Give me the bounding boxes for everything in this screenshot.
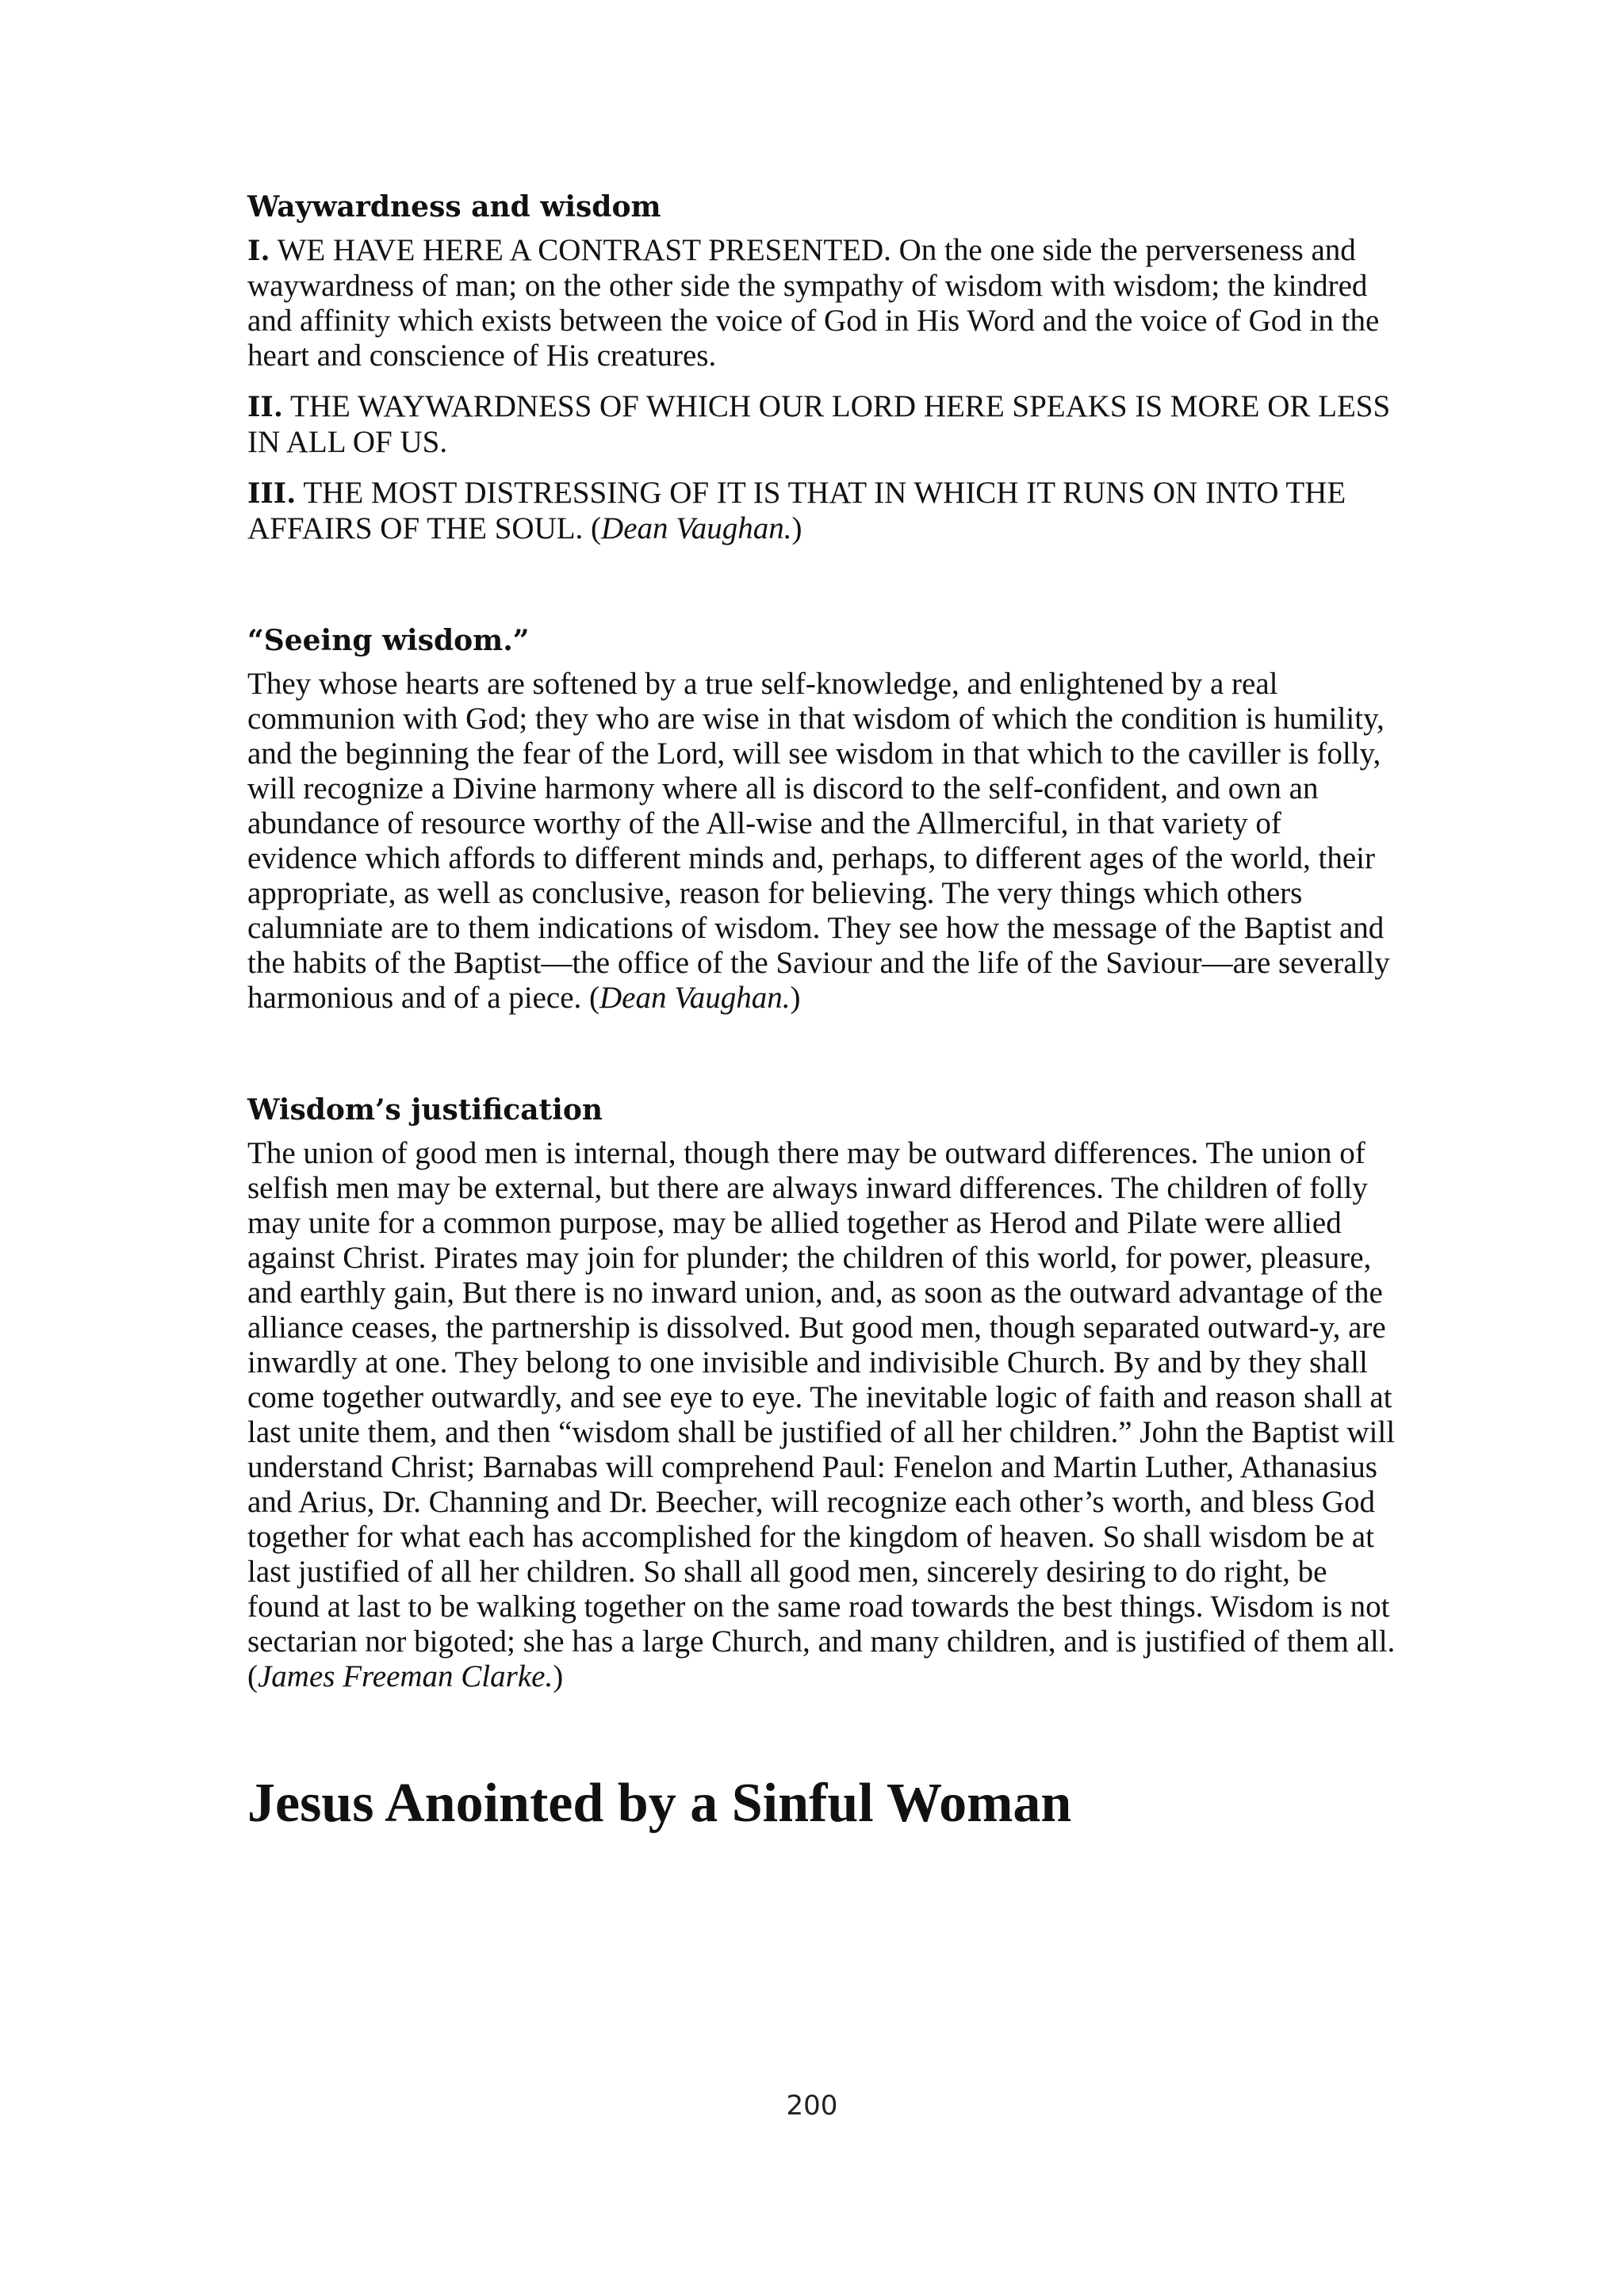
citation: James Freeman Clarke. <box>258 1659 553 1693</box>
section-wisdoms-justification <box>247 1092 1397 1694</box>
section-heading: Waywardness and wisdom <box>247 190 661 224</box>
section-heading: Wisdom’s justification <box>247 1093 603 1127</box>
point-1 <box>247 233 1397 373</box>
body-text: The union of good men is internal, though there may be outward differences. The union of selfish men may be external, but there are always inward differences. The children of folly may unite for a common purpose, may be allied together as Herod and Pilate were allied against Christ. Pirates may join for plunder; the children of this world, for power, pleasure, and earthly gain, But there is no inward union, and, as soon as the outward advantage of the alliance ceases, the partnership is dissolved. But good men, though separated outward-y, are inwardly at one. They belong to one invisible and indivisible Church. By and by they shall come together outwardly, and see eye to eye. The inevitable logic of faith and reason shall at last unite them, and then “wisdom shall be justified of all her children.” John the Baptist will understand Christ; Barnabas will comprehend Paul: Fenelon and Martin Luther, Athanasius and Arius, Dr. Channing and Dr. Beecher, will recognize each other’s worth, and bless God together for what each has accomplished for the kingdom of heaven. So shall wisdom be at last justified of all her children. So shall all good men, sincerely desiring to do right, be found at last to be walking together on the same road towards the best things. Wisdom is not sectarian nor bigoted; she has a large Church, and many children, and is justified of them all. ( <box>247 1136 1396 1693</box>
roman-numeral: II. <box>247 391 283 423</box>
point-3 <box>247 476 1397 546</box>
section-heading: “Seeing wisdom.” <box>247 624 530 657</box>
section-seeing-wisdom <box>247 622 1397 1016</box>
page-number: 200 <box>786 2090 838 2122</box>
roman-numeral: I. <box>247 235 270 267</box>
section-body <box>247 1136 1397 1694</box>
citation: Dean Vaughan. <box>601 511 792 545</box>
point-text: WE HAVE HERE A CONTRAST PRESENTED. On the one side the perverseness and waywardness of man; on the other side the sympathy of wisdom with wisdom; the kindred and affinity which exists between the voice of God in His Word and the voice of God in the heart and conscience of His creatures. <box>247 233 1380 373</box>
page-content <box>247 189 1397 1837</box>
citation-close: ) <box>790 981 801 1015</box>
body-text: They whose hearts are softened by a true self-knowledge, and enlightened by a real communion with God; they who are wise in that wisdom of which the condition is humility, and the beginning the fear of the Lord, will see wisdom in that which to the caviller is folly, will recognize a Divine harmony where all is discord to the self-confident, and own an abundance of resource worthy of the All-wise and the Allmerciful, in that variety of evidence which affords to different minds and, perhaps, to different ages of the world, their appropriate, as well as conclusive, reason for believing. The very things which others calumniate are to them indications of wisdom. They see how the message of the Baptist and the habits of the Baptist—the office of the Saviour and the life of the Saviour—are severally harmonious and of a piece. ( <box>247 667 1390 1015</box>
citation-close: ) <box>791 511 802 545</box>
point-2 <box>247 389 1397 460</box>
section-waywardness <box>247 189 1397 546</box>
point-text: THE MOST DISTRESSING OF IT IS THAT IN WHICH IT RUNS ON INTO THE AFFAIRS OF THE SOUL. ( <box>247 476 1346 545</box>
point-text: THE WAYWARDNESS OF WHICH OUR LORD HERE SPEAKS IS MORE OR LESS IN ALL OF US. <box>247 389 1391 459</box>
roman-numeral: III. <box>247 477 297 510</box>
citation: Dean Vaughan. <box>599 981 791 1015</box>
citation-close: ) <box>553 1659 564 1693</box>
section-body <box>247 667 1397 1016</box>
chapter-title: Jesus Anointed by a Sinful Woman <box>247 1773 1072 1834</box>
